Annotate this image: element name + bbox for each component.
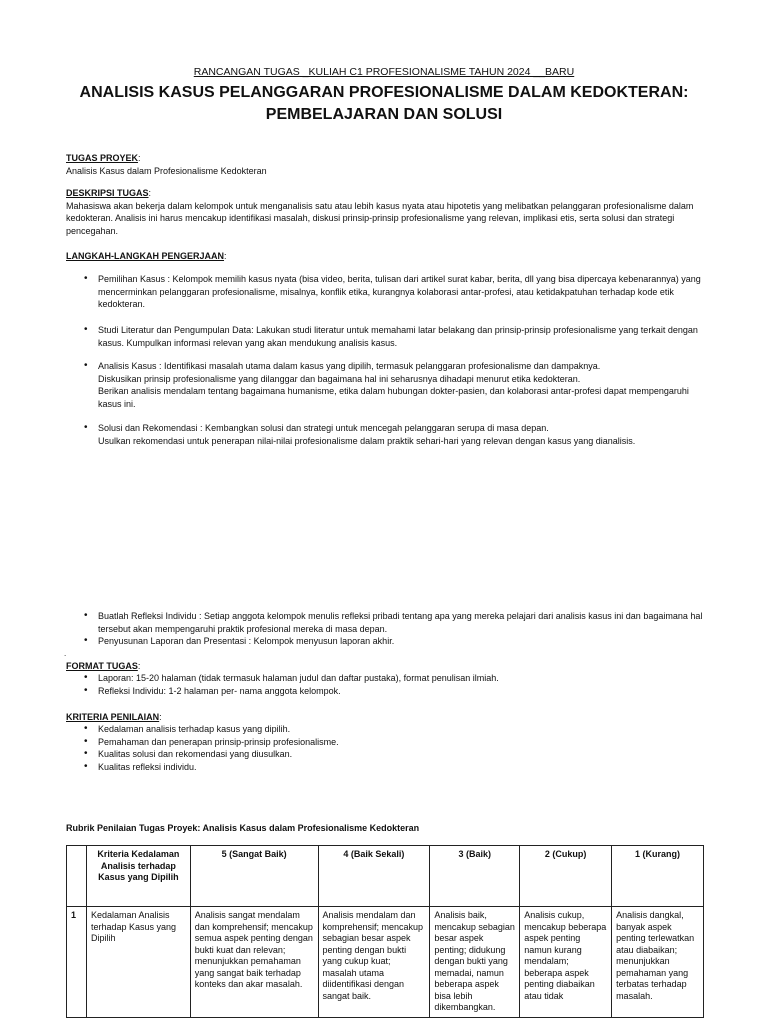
- table-header-cell: [67, 846, 87, 907]
- format-list: [84, 672, 704, 697]
- deskripsi-text: Mahasiswa akan bekerja dalam kelompok untuk menganalisis satu atau lebih kasus nyata atau hipotetis yang melibatkan pelanggaran profesionalisme dalam kedokteran. Analisis ini harus mencakup identifikasi masalah, diskusi prinsip-prinsip profesionalisme yang relevan, implikasi etis, serta solusi dan strategi pencegahan.: [66, 200, 694, 236]
- langkah-list-3: [84, 610, 704, 648]
- list-item: • Laporan: 15-20 halaman (tidak termasuk halaman judul dan daftar pustaka), format penulisan ilmiah.: [84, 672, 704, 685]
- format-label: FORMAT TUGAS: [66, 661, 138, 671]
- bullet-mark: •: [84, 422, 88, 433]
- table-cell: Kedalaman Analisis terhadap Kasus yang Dipilih: [86, 907, 190, 1018]
- list-item-continuation: Diskusikan prinsip profesionalisme yang dilanggar dan bagaimana hal ini seharusnya dihadapi menurut etika kedokteran.: [98, 373, 581, 384]
- list-item: • Buatlah Refleksi Individu : Setiap anggota kelompok menulis refleksi pribadi tentang apa yang mereka pelajari dari analisis kasus ini dan bagaimana hal tersebut akan mempengaruhi praktik profesional mereka di masa depan.: [84, 610, 704, 635]
- table-cell: Analisis cukup, mencakup beberapa aspek penting namun kurang mendalam; beberapa aspek penting diabaikan atau tidak: [520, 907, 612, 1018]
- table-cell: 1: [67, 907, 87, 1018]
- table-header-cell: Kriteria Kedalaman Analisis terhadap Kasus yang Dipilih: [86, 846, 190, 907]
- kriteria-label: KRITERIA PENILAIAN: [66, 712, 160, 722]
- list-item: • Pemilihan Kasus : Kelompok memilih kasus nyata (bisa video, berita, tulisan dari artikel surat kabar, berita, dll yang bisa dipercaya kebenarannya) yang mencerminkan pelanggaran profesionalisme, misalnya, konflik etika, kurangnya kolaborasi antar-profesi, atau ketidakpatuhan terhadap kode etik kedokteran.: [84, 273, 704, 311]
- kriteria-section: KRITERIA PENILAIAN:: [66, 712, 162, 722]
- list-item: • Kualitas refleksi individu.: [84, 761, 704, 774]
- document-title-line-1: ANALISIS KASUS PELANGGARAN PROFESIONALISME DALAM KEDOKTERAN:: [79, 84, 689, 101]
- tugas-proyek-label: TUGAS PROYEK: [66, 153, 139, 163]
- langkah-list-2: [84, 324, 704, 349]
- list-item: • Pemahaman dan penerapan prinsip-prinsip profesionalisme.: [84, 736, 704, 749]
- list-item: Analisis Kasus : Identifikasi masalah utama dalam kasus yang dipilih, termasuk pelanggaran profesionalisme dan dampaknya.: [98, 361, 601, 371]
- rubric-table: [66, 845, 704, 1018]
- table-header-cell: 1 (Kurang): [612, 846, 704, 907]
- format-section: FORMAT TUGAS:: [66, 661, 141, 671]
- list-item-continuation: Berikan analisis mendalam tentang bagaimana humanisme, etika dalam hubungan dokter-pasien, dan kolaborasi antar-profesi dapat mempengaruhi kasus ini.: [98, 386, 689, 409]
- list-item: • Penyusunan Laporan dan Presentasi : Kelompok menyusun laporan akhir.: [84, 635, 704, 648]
- list-item: • Kedalaman analisis terhadap kasus yang dipilih.: [84, 723, 704, 736]
- table-header-row: [67, 846, 704, 907]
- course-heading: RANCANGAN TUGAS _KULIAH C1 PROFESIONALISME TAHUN 2024 __BARU: [193, 66, 575, 78]
- langkah-list-1: [84, 273, 704, 311]
- solusi-block: [84, 422, 704, 447]
- list-item: Solusi dan Rekomendasi : Kembangkan solusi dan strategi untuk mencegah pelanggaran serupa di masa depan.: [98, 423, 549, 433]
- rubric-title: Rubrik Penilaian Tugas Proyek: Analisis Kasus dalam Profesionalisme Kedokteran: [66, 823, 420, 833]
- bullet-mark: •: [84, 360, 88, 371]
- table-cell: Analisis baik, mencakup sebagian besar aspek penting; didukung dengan bukti yang memadai, namun beberapa aspek bisa lebih dikembangkan.: [430, 907, 520, 1018]
- table-cell: Analisis mendalam dan komprehensif; mencakup sebagian besar aspek penting dengan bukti yang cukup kuat; masalah utama diidentifikasi dengan sangat baik.: [318, 907, 430, 1018]
- deskripsi-section: DESKRIPSI TUGAS: Mahasiswa akan bekerja dalam kelompok untuk menganalisis satu atau lebih kasus nyata atau hipotetis yang melibatkan pelanggaran profesionalisme dalam kedokteran. Analisis ini harus mencakup identifikasi masalah, diskusi prinsip-prinsip profesionalisme yang relevan, implikasi etis, serta solusi dan strategi pencegahan.: [66, 187, 706, 237]
- table-row: [67, 907, 704, 1018]
- langkah-label: LANGKAH-LANGKAH PENGERJAAN: [66, 251, 225, 261]
- tugas-proyek-text: Analisis Kasus dalam Profesionalisme Kedokteran: [66, 165, 267, 176]
- list-item: • Studi Literatur dan Pengumpulan Data: Lakukan studi literatur untuk memahami latar belakang dan prinsip-prinsip profesionalisme yang terkait dengan kasus. Kumpulkan informasi relevan yang akan mendukung analisis kasus.: [84, 324, 704, 349]
- list-item: • Refleksi Individu: 1-2 halaman per- nama anggota kelompok.: [84, 685, 704, 698]
- langkah-section: LANGKAH-LANGKAH PENGERJAAN:: [66, 251, 227, 261]
- list-item: • Kualitas solusi dan rekomendasi yang diusulkan.: [84, 748, 704, 761]
- tugas-proyek-section: TUGAS PROYEK: Analisis Kasus dalam Profesionalisme Kedokteran: [66, 152, 706, 177]
- kriteria-list: [84, 723, 704, 773]
- table-header-cell: 2 (Cukup): [520, 846, 612, 907]
- table-header-cell: 4 (Baik Sekali): [318, 846, 430, 907]
- table-cell: Analisis dangkal, banyak aspek penting terlewatkan atau diabaikan; menunjukkan pemahaman yang terbatas terhadap masalah.: [612, 907, 704, 1018]
- stray-dot: .: [64, 649, 67, 658]
- table-header-cell: 3 (Baik): [430, 846, 520, 907]
- table-header-cell: 5 (Sangat Baik): [190, 846, 318, 907]
- analisis-kasus-block: [84, 360, 704, 410]
- deskripsi-label: DESKRIPSI TUGAS: [66, 188, 149, 198]
- list-item-continuation: Usulkan rekomendasi untuk penerapan nilai-nilai profesionalisme dalam praktik sehari-hari yang relevan dengan kasus yang dianalisis.: [98, 435, 636, 446]
- table-cell: Analisis sangat mendalam dan komprehensif; mencakup semua aspek penting dengan bukti kuat dan relevan; menunjukkan pemahaman yang sangat baik terhadap konteks dan akar masalah.: [190, 907, 318, 1018]
- document-title-line-2: PEMBELAJARAN DAN SOLUSI: [265, 106, 503, 123]
